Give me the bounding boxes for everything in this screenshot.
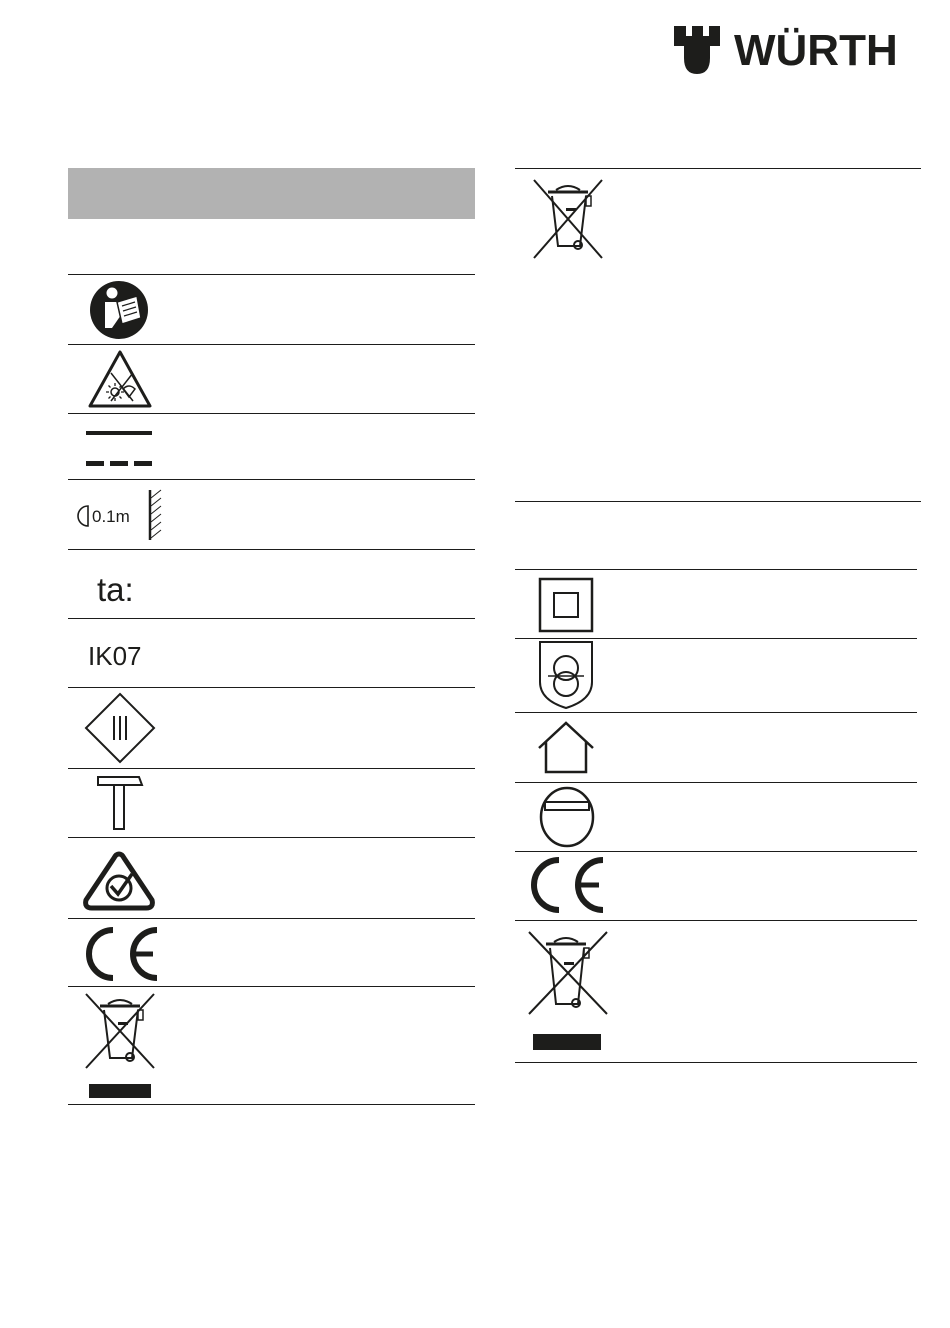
- wurth-logo: [672, 24, 917, 76]
- row-divider: [515, 920, 917, 921]
- protection-class-3-icon: [84, 692, 156, 764]
- row-divider: [68, 479, 475, 480]
- dc-current-icon: [86, 428, 152, 468]
- logo-wordmark: WÜRTH: [734, 26, 898, 75]
- rough-service-hammer-icon: [95, 774, 145, 832]
- row-divider: [68, 837, 475, 838]
- row-divider: [68, 413, 475, 414]
- do-not-look-into-light-warning-icon: [87, 349, 153, 409]
- section-header-bar: [68, 168, 475, 219]
- read-manual-icon: [89, 280, 149, 340]
- row-divider: [68, 344, 475, 345]
- wurth-tower-icon: [672, 24, 917, 76]
- ce-mark-icon: [79, 925, 161, 983]
- indoor-use-only-icon: [536, 720, 596, 774]
- row-divider: [68, 768, 475, 769]
- ambient-temperature-icon: ta:: [97, 571, 134, 608]
- row-divider: [68, 618, 475, 619]
- weee-bin-with-bar-icon: [526, 930, 608, 1052]
- row-divider: [515, 501, 921, 502]
- rcm-mark-icon: [80, 850, 158, 912]
- protection-class-2-icon: [538, 577, 594, 633]
- row-divider: [515, 782, 917, 783]
- weee-bin-with-bar-icon: [80, 992, 160, 1100]
- minimum-distance-label: 0.1m: [92, 507, 130, 526]
- row-divider: [68, 918, 475, 919]
- row-divider: [68, 986, 475, 987]
- row-divider: [515, 168, 921, 169]
- impact-rating-icon: IK07: [88, 641, 142, 671]
- row-divider: [68, 274, 475, 275]
- safety-transformer-icon: [538, 640, 594, 710]
- row-divider: [68, 549, 475, 550]
- row-divider: [515, 851, 917, 852]
- short-circuit-proof-transformer-icon: [538, 786, 596, 848]
- row-divider: [515, 569, 917, 570]
- row-divider: [515, 712, 917, 713]
- row-divider: [515, 1062, 917, 1063]
- minimum-distance-icon: [76, 488, 164, 542]
- row-divider: [68, 1104, 475, 1105]
- row-divider: [68, 687, 475, 688]
- row-divider: [515, 638, 917, 639]
- ce-mark-icon: [525, 855, 607, 915]
- weee-bin-icon: [528, 178, 608, 262]
